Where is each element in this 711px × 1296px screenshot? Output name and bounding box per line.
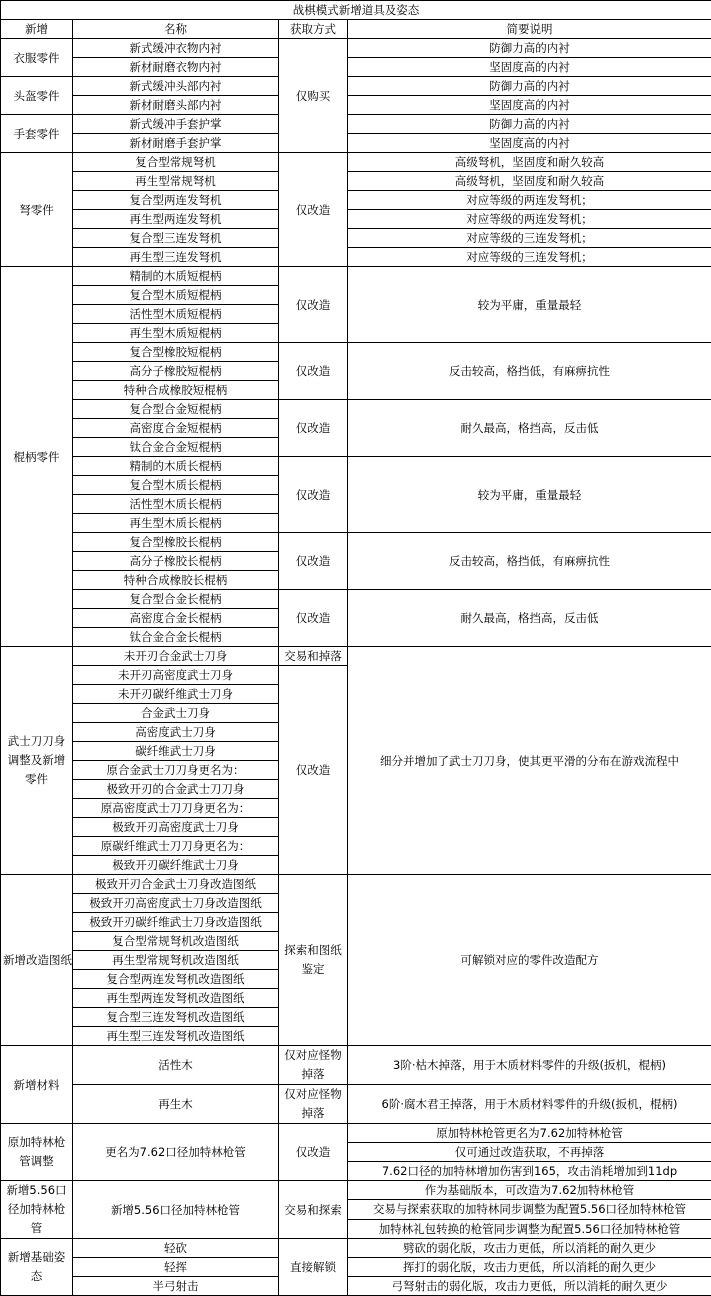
category-cell: 新增基础姿态 [1,1239,73,1296]
name-cell: 复合型三连发弩机 [73,229,279,248]
desc-cell: 坚固度高的内衬 [348,134,711,153]
name-cell: 复合型木质长棍柄 [73,476,279,495]
category-cell: 新增改造图纸 [1,875,73,1046]
desc-cell: 3阶·枯木掉落，用于木质材料零件的升级(扳机，棍柄) [348,1046,711,1085]
name-cell: 新增5.56口径加特林枪管 [73,1181,279,1239]
desc-cell: 坚固度高的内衬 [348,96,711,115]
name-cell: 复合型三连发弩机改造图纸 [73,1008,279,1027]
desc-cell: 挥打的弱化版，攻击力更低，所以消耗的耐久更少 [348,1258,711,1277]
name-cell: 原高密度武士刀刀身更名为： [73,799,279,818]
name-cell: 复合型合金长棍柄 [73,590,279,609]
source-cell: 仅改造 [279,400,348,457]
desc-cell: 可解锁对应的零件改造配方 [348,875,711,1046]
name-cell: 碳纤维武士刀身 [73,742,279,761]
header-description: 简要说明 [348,20,711,39]
name-cell: 活性型木质短棍柄 [73,305,279,324]
name-cell: 半弓射击 [73,1277,279,1296]
name-cell: 新材耐磨头部内衬 [73,96,279,115]
category-cell: 头盔零件 [1,77,73,115]
source-cell: 交易和掉落 [279,647,348,666]
name-cell: 新式缓冲手套护掌 [73,115,279,134]
desc-cell: 对应等级的三连发弩机； [348,229,711,248]
name-cell: 轻挥 [73,1258,279,1277]
desc-cell: 对应等级的两连发弩机； [348,210,711,229]
name-cell: 复合型橡胶长棍柄 [73,533,279,552]
desc-cell: 防御力高的内衬 [348,39,711,58]
name-cell: 钛合金合金长棍柄 [73,628,279,647]
source-cell: 仅改造 [279,457,348,533]
name-cell: 新式缓冲衣物内衬 [73,39,279,58]
category-cell: 原加特林枪管调整 [1,1124,73,1181]
desc-cell: 作为基础版本，可改造为7.62加特林枪管 [348,1181,711,1200]
desc-cell: 加特林礼包转换的枪管同步调整为配置5.56口径加特林枪管 [348,1219,711,1238]
desc-cell: 原加特林枪管更名为7.62加特林枪管 [348,1124,711,1143]
name-cell: 复合型合金短棍柄 [73,400,279,419]
name-cell: 极致开刃碳纤维武士刀身 [73,856,279,875]
desc-cell: 高级弩机，坚固度和耐久较高 [348,153,711,172]
name-cell: 原碳纤维武士刀刀身更名为： [73,837,279,856]
desc-cell: 耐久最高，格挡高，反击低 [348,590,711,647]
name-cell: 复合型常规弩机改造图纸 [73,932,279,951]
source-cell: 仅购买 [279,39,348,153]
name-cell: 再生型常规弩机 [73,172,279,191]
name-cell: 高密度武士刀身 [73,723,279,742]
desc-cell: 对应等级的两连发弩机； [348,191,711,210]
name-cell: 精制的木质长棍柄 [73,457,279,476]
source-cell: 仅改造 [279,590,348,647]
name-cell: 未开刃高密度武士刀身 [73,666,279,685]
desc-cell: 6阶·腐木君王掉落，用于木质材料零件的升级(扳机，棍柄) [348,1085,711,1124]
category-cell: 棍柄零件 [1,267,73,647]
name-cell: 轻砍 [73,1239,279,1258]
name-cell: 未开刃碳纤维武士刀身 [73,685,279,704]
desc-cell: 高级弩机，坚固度和耐久较高 [348,172,711,191]
name-cell: 极致开刃碳纤维武士刀身改造图纸 [73,913,279,932]
desc-cell: 坚固度高的内衬 [348,58,711,77]
desc-cell: 交易与探索获取的加特林同步调整为配置5.56口径加特林枪管 [348,1200,711,1219]
name-cell: 再生型三连发弩机改造图纸 [73,1027,279,1046]
source-cell: 探索和图纸鉴定 [279,875,348,1046]
source-cell: 仅改造 [279,533,348,590]
name-cell: 极致开刃合金武士刀身改造图纸 [73,875,279,894]
desc-cell: 防御力高的内衬 [348,77,711,96]
source-cell: 直接解锁 [279,1239,348,1296]
source-cell: 仅改造 [279,666,348,875]
name-cell: 复合型两连发弩机 [73,191,279,210]
name-cell: 复合型两连发弩机改造图纸 [73,970,279,989]
name-cell: 极致开刃高密度武士刀身 [73,818,279,837]
desc-cell: 反击较高，格挡低，有麻痹抗性 [348,343,711,400]
header-category: 新增 [1,20,73,39]
name-cell: 再生型常规弩机改造图纸 [73,951,279,970]
name-cell: 新材耐磨衣物内衬 [73,58,279,77]
name-cell: 再生型木质长棍柄 [73,514,279,533]
name-cell: 合金武士刀身 [73,704,279,723]
name-cell: 精制的木质短棍柄 [73,267,279,286]
header-source: 获取方式 [279,20,348,39]
name-cell: 再生木 [73,1085,279,1124]
source-cell: 仅对应怪物掉落 [279,1085,348,1124]
name-cell: 活性木 [73,1046,279,1085]
name-cell: 复合型常规弩机 [73,153,279,172]
category-cell: 新增材料 [1,1046,73,1124]
header-name: 名称 [73,20,279,39]
source-cell: 仅改造 [279,1124,348,1181]
desc-cell: 弓弩射击的弱化版，攻击力更低，所以消耗的耐久更少 [348,1277,711,1296]
name-cell: 再生型三连发弩机 [73,248,279,267]
source-cell: 交易和探索 [279,1181,348,1239]
name-cell: 更名为7.62口径加特林枪管 [73,1124,279,1181]
category-cell: 手套零件 [1,115,73,153]
category-cell: 弩零件 [1,153,73,267]
desc-cell: 劈砍的弱化版，攻击力更低，所以消耗的耐久更少 [348,1239,711,1258]
name-cell: 极致开刃高密度武士刀身改造图纸 [73,894,279,913]
category-cell: 衣服零件 [1,39,73,77]
name-cell: 复合型木质短棍柄 [73,286,279,305]
name-cell: 高密度合金长棍柄 [73,609,279,628]
source-cell: 仅对应怪物掉落 [279,1046,348,1085]
table-title: 战棋模式新增道具及姿态 [1,1,711,20]
desc-cell: 仅可通过改造获取，不再掉落 [348,1143,711,1162]
desc-cell: 对应等级的三连发弩机； [348,248,711,267]
name-cell: 原合金武士刀刀身更名为： [73,761,279,780]
name-cell: 再生型两连发弩机 [73,210,279,229]
source-cell: 仅改造 [279,267,348,343]
source-cell: 仅改造 [279,343,348,400]
name-cell: 特种合成橡胶短棍柄 [73,381,279,400]
name-cell: 新材耐磨手套护掌 [73,134,279,153]
name-cell: 活性型木质长棍柄 [73,495,279,514]
name-cell: 复合型橡胶短棍柄 [73,343,279,362]
name-cell: 特种合成橡胶长棍柄 [73,571,279,590]
name-cell: 未开刃合金武士刀身 [73,647,279,666]
source-cell: 仅改造 [279,153,348,267]
desc-cell: 细分并增加了武士刀刀身，使其更平滑的分布在游戏流程中 [348,647,711,875]
name-cell: 高密度合金短棍柄 [73,419,279,438]
category-cell: 新增5.56口径加特林枪管 [1,1181,73,1239]
name-cell: 极致开刃的合金武士刀刀身 [73,780,279,799]
desc-cell: 耐久最高，格挡高，反击低 [348,400,711,457]
name-cell: 高分子橡胶长棍柄 [73,552,279,571]
name-cell: 钛合金合金短棍柄 [73,438,279,457]
category-cell: 武士刀刀身调整及新增零件 [1,647,73,875]
desc-cell: 较为平庸，重量最轻 [348,267,711,343]
desc-cell: 反击较高，格挡低，有麻痹抗性 [348,533,711,590]
desc-cell: 较为平庸，重量最轻 [348,457,711,533]
desc-cell: 7.62口径的加特林增加伤害到165，攻击消耗增加到11dp [348,1162,711,1181]
name-cell: 再生型两连发弩机改造图纸 [73,989,279,1008]
name-cell: 高分子橡胶短棍柄 [73,362,279,381]
desc-cell: 防御力高的内衬 [348,115,711,134]
name-cell: 新式缓冲头部内衬 [73,77,279,96]
name-cell: 再生型木质短棍柄 [73,324,279,343]
